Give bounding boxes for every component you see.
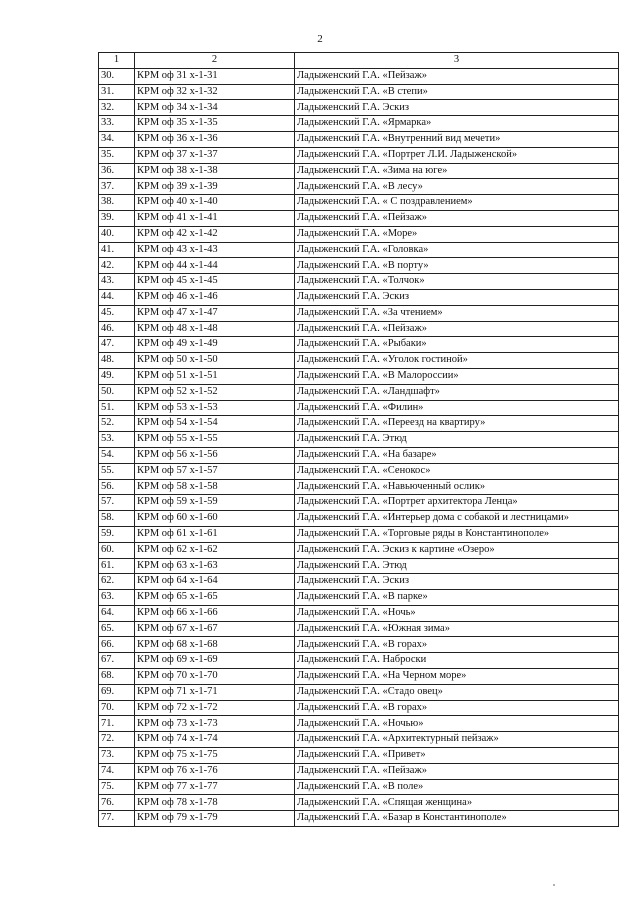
table-row — [99, 621, 619, 637]
artwork-title-cell: Ладыженский Г.А. Этюд — [295, 432, 619, 448]
artwork-title-cell: Ладыженский Г.А. «Ярмарка» — [295, 116, 619, 132]
row-number-cell: 37. — [99, 179, 135, 195]
row-number-cell: 62. — [99, 574, 135, 590]
table-row — [99, 242, 619, 258]
table-row — [99, 748, 619, 764]
row-number-cell: 61. — [99, 558, 135, 574]
inventory-number-cell: КРМ оф 72 х-1-72 — [135, 700, 295, 716]
inventory-number-cell: КРМ оф 52 х-1-52 — [135, 384, 295, 400]
row-number-cell: 60. — [99, 542, 135, 558]
table-row — [99, 637, 619, 653]
table-row — [99, 653, 619, 669]
table-header-row — [99, 53, 619, 69]
artwork-title-cell: Ладыженский Г.А. «Спящая женщина» — [295, 795, 619, 811]
inventory-number-cell: КРМ оф 60 х-1-60 — [135, 511, 295, 527]
column-header-index: 1 — [99, 53, 135, 69]
inventory-number-cell: КРМ оф 61 х-1-61 — [135, 526, 295, 542]
artwork-title-cell: Ладыженский Г.А. «Сенокос» — [295, 463, 619, 479]
inventory-number-cell: КРМ оф 66 х-1-66 — [135, 605, 295, 621]
artwork-title-cell: Ладыженский Г.А. «Портрет архитектора Ленца» — [295, 495, 619, 511]
row-number-cell: 51. — [99, 400, 135, 416]
table-row — [99, 732, 619, 748]
inventory-number-cell: КРМ оф 56 х-1-56 — [135, 447, 295, 463]
row-number-cell: 45. — [99, 305, 135, 321]
table-row — [99, 795, 619, 811]
artwork-title-cell: Ладыженский Г.А. «В порту» — [295, 258, 619, 274]
artwork-title-cell: Ладыженский Г.А. «На Черном море» — [295, 669, 619, 685]
row-number-cell: 73. — [99, 748, 135, 764]
row-number-cell: 69. — [99, 684, 135, 700]
artwork-title-cell: Ладыженский Г.А. «Ночь» — [295, 605, 619, 621]
inventory-number-cell: КРМ оф 43 х-1-43 — [135, 242, 295, 258]
artwork-title-cell: Ладыженский Г.А. «В Малороссии» — [295, 368, 619, 384]
inventory-number-cell: КРМ оф 70 х-1-70 — [135, 669, 295, 685]
inventory-number-cell: КРМ оф 39 х-1-39 — [135, 179, 295, 195]
inventory-number-cell: КРМ оф 74 х-1-74 — [135, 732, 295, 748]
row-number-cell: 43. — [99, 274, 135, 290]
row-number-cell: 65. — [99, 621, 135, 637]
table-row — [99, 605, 619, 621]
inventory-number-cell: КРМ оф 53 х-1-53 — [135, 400, 295, 416]
row-number-cell: 44. — [99, 289, 135, 305]
table-row — [99, 479, 619, 495]
table-row — [99, 321, 619, 337]
artwork-title-cell: Ладыженский Г.А. Эскиз к картине «Озеро» — [295, 542, 619, 558]
row-number-cell: 72. — [99, 732, 135, 748]
page-number: 2 — [317, 33, 323, 45]
artwork-title-cell: Ладыженский Г.А. «Ландшафт» — [295, 384, 619, 400]
artwork-title-cell: Ладыженский Г.А. «Привет» — [295, 748, 619, 764]
table-row — [99, 100, 619, 116]
row-number-cell: 42. — [99, 258, 135, 274]
row-number-cell: 66. — [99, 637, 135, 653]
artwork-title-cell: Ладыженский Г.А. « С поздравлением» — [295, 195, 619, 211]
artwork-title-cell: Ладыженский Г.А. «В лесу» — [295, 179, 619, 195]
inventory-number-cell: КРМ оф 76 х-1-76 — [135, 763, 295, 779]
artwork-title-cell: Ладыженский Г.А. «В парке» — [295, 590, 619, 606]
inventory-number-cell: КРМ оф 78 х-1-78 — [135, 795, 295, 811]
table-row — [99, 384, 619, 400]
artwork-title-cell: Ладыженский Г.А. «Уголок гостиной» — [295, 353, 619, 369]
inventory-number-cell: КРМ оф 48 х-1-48 — [135, 321, 295, 337]
inventory-number-cell: КРМ оф 49 х-1-49 — [135, 337, 295, 353]
artwork-title-cell: Ладыженский Г.А. «Внутренний вид мечети» — [295, 131, 619, 147]
inventory-number-cell: КРМ оф 36 х-1-36 — [135, 131, 295, 147]
row-number-cell: 52. — [99, 416, 135, 432]
row-number-cell: 63. — [99, 590, 135, 606]
table-row — [99, 684, 619, 700]
table-row — [99, 779, 619, 795]
inventory-number-cell: КРМ оф 77 х-1-77 — [135, 779, 295, 795]
inventory-number-cell: КРМ оф 64 х-1-64 — [135, 574, 295, 590]
row-number-cell: 39. — [99, 210, 135, 226]
row-number-cell: 67. — [99, 653, 135, 669]
row-number-cell: 56. — [99, 479, 135, 495]
table-row — [99, 542, 619, 558]
table-row — [99, 700, 619, 716]
table-body — [99, 68, 619, 826]
inventory-number-cell: КРМ оф 45 х-1-45 — [135, 274, 295, 290]
inventory-number-cell: КРМ оф 71 х-1-71 — [135, 684, 295, 700]
table-row — [99, 289, 619, 305]
row-number-cell: 40. — [99, 226, 135, 242]
table-row — [99, 305, 619, 321]
inventory-number-cell: КРМ оф 41 х-1-41 — [135, 210, 295, 226]
table-row — [99, 716, 619, 732]
inventory-number-cell: КРМ оф 46 х-1-46 — [135, 289, 295, 305]
inventory-number-cell: КРМ оф 50 х-1-50 — [135, 353, 295, 369]
artwork-title-cell: Ладыженский Г.А. «Пейзаж» — [295, 210, 619, 226]
table-row — [99, 763, 619, 779]
artwork-title-cell: Ладыженский Г.А. «Архитектурный пейзаж» — [295, 732, 619, 748]
inventory-number-cell: КРМ оф 32 х-1-32 — [135, 84, 295, 100]
artwork-title-cell: Ладыженский Г.А. «Филин» — [295, 400, 619, 416]
table-row — [99, 274, 619, 290]
inventory-number-cell: КРМ оф 55 х-1-55 — [135, 432, 295, 448]
table-row — [99, 179, 619, 195]
inventory-number-cell: КРМ оф 79 х-1-79 — [135, 811, 295, 827]
inventory-number-cell: КРМ оф 37 х-1-37 — [135, 147, 295, 163]
table-row — [99, 226, 619, 242]
artwork-title-cell: Ладыженский Г.А. «Навьюченный ослик» — [295, 479, 619, 495]
inventory-number-cell: КРМ оф 54 х-1-54 — [135, 416, 295, 432]
artwork-title-cell: Ладыженский Г.А. Наброски — [295, 653, 619, 669]
row-number-cell: 54. — [99, 447, 135, 463]
row-number-cell: 55. — [99, 463, 135, 479]
artwork-title-cell: Ладыженский Г.А. Этюд — [295, 558, 619, 574]
artwork-title-cell: Ладыженский Г.А. «Море» — [295, 226, 619, 242]
row-number-cell: 36. — [99, 163, 135, 179]
row-number-cell: 64. — [99, 605, 135, 621]
row-number-cell: 77. — [99, 811, 135, 827]
row-number-cell: 68. — [99, 669, 135, 685]
row-number-cell: 41. — [99, 242, 135, 258]
row-number-cell: 70. — [99, 700, 135, 716]
row-number-cell: 47. — [99, 337, 135, 353]
artwork-title-cell: Ладыженский Г.А. «В горах» — [295, 637, 619, 653]
artwork-title-cell: Ладыженский Г.А. «Торговые ряды в Константинополе» — [295, 526, 619, 542]
table-row — [99, 669, 619, 685]
row-number-cell: 35. — [99, 147, 135, 163]
inventory-number-cell: КРМ оф 63 х-1-63 — [135, 558, 295, 574]
row-number-cell: 46. — [99, 321, 135, 337]
table-row — [99, 574, 619, 590]
artwork-title-cell: Ладыженский Г.А. «На базаре» — [295, 447, 619, 463]
row-number-cell: 34. — [99, 131, 135, 147]
table-row — [99, 368, 619, 384]
table-row — [99, 337, 619, 353]
table-row — [99, 210, 619, 226]
inventory-number-cell: КРМ оф 31 х-1-31 — [135, 68, 295, 84]
inventory-number-cell: КРМ оф 67 х-1-67 — [135, 621, 295, 637]
artwork-title-cell: Ладыженский Г.А. «Ночью» — [295, 716, 619, 732]
artwork-title-cell: Ладыженский Г.А. Эскиз — [295, 100, 619, 116]
table-row — [99, 195, 619, 211]
row-number-cell: 32. — [99, 100, 135, 116]
table-row — [99, 116, 619, 132]
table-row — [99, 811, 619, 827]
scan-speck — [553, 884, 555, 886]
inventory-number-cell: КРМ оф 73 х-1-73 — [135, 716, 295, 732]
row-number-cell: 50. — [99, 384, 135, 400]
inventory-number-cell: КРМ оф 65 х-1-65 — [135, 590, 295, 606]
row-number-cell: 75. — [99, 779, 135, 795]
table-row — [99, 558, 619, 574]
row-number-cell: 30. — [99, 68, 135, 84]
row-number-cell: 38. — [99, 195, 135, 211]
artwork-title-cell: Ладыженский Г.А. «Толчок» — [295, 274, 619, 290]
artwork-title-cell: Ладыженский Г.А. «Пейзаж» — [295, 321, 619, 337]
artwork-title-cell: Ладыженский Г.А. «Головка» — [295, 242, 619, 258]
row-number-cell: 57. — [99, 495, 135, 511]
artwork-title-cell: Ладыженский Г.А. «Южная зима» — [295, 621, 619, 637]
table-row — [99, 258, 619, 274]
inventory-number-cell: КРМ оф 38 х-1-38 — [135, 163, 295, 179]
inventory-number-cell: КРМ оф 75 х-1-75 — [135, 748, 295, 764]
table-row — [99, 416, 619, 432]
artwork-title-cell: Ладыженский Г.А. «В степи» — [295, 84, 619, 100]
column-header-inventory-number: 2 — [135, 53, 295, 69]
row-number-cell: 58. — [99, 511, 135, 527]
artwork-title-cell: Ладыженский Г.А. «Пейзаж» — [295, 68, 619, 84]
table-row — [99, 432, 619, 448]
artwork-title-cell: Ладыженский Г.А. «Пейзаж» — [295, 763, 619, 779]
inventory-number-cell: КРМ оф 68 х-1-68 — [135, 637, 295, 653]
artwork-title-cell: Ладыженский Г.А. Эскиз — [295, 574, 619, 590]
table-row — [99, 68, 619, 84]
row-number-cell: 33. — [99, 116, 135, 132]
registry-table — [98, 52, 619, 827]
table-row — [99, 400, 619, 416]
row-number-cell: 59. — [99, 526, 135, 542]
artwork-title-cell: Ладыженский Г.А. «В поле» — [295, 779, 619, 795]
inventory-number-cell: КРМ оф 34 х-1-34 — [135, 100, 295, 116]
table-row — [99, 511, 619, 527]
artwork-title-cell: Ладыженский Г.А. «Переезд на квартиру» — [295, 416, 619, 432]
inventory-number-cell: КРМ оф 51 х-1-51 — [135, 368, 295, 384]
table-row — [99, 131, 619, 147]
inventory-number-cell: КРМ оф 42 х-1-42 — [135, 226, 295, 242]
table-row — [99, 463, 619, 479]
row-number-cell: 48. — [99, 353, 135, 369]
inventory-number-cell: КРМ оф 62 х-1-62 — [135, 542, 295, 558]
artwork-title-cell: Ладыженский Г.А. «Портрет Л.И. Ладыженской» — [295, 147, 619, 163]
row-number-cell: 31. — [99, 84, 135, 100]
inventory-number-cell: КРМ оф 59 х-1-59 — [135, 495, 295, 511]
artwork-title-cell: Ладыженский Г.А. «Базар в Константинополе» — [295, 811, 619, 827]
inventory-number-cell: КРМ оф 57 х-1-57 — [135, 463, 295, 479]
artwork-title-cell: Ладыженский Г.А. «За чтением» — [295, 305, 619, 321]
table-row — [99, 590, 619, 606]
row-number-cell: 76. — [99, 795, 135, 811]
artwork-title-cell: Ладыженский Г.А. «Рыбаки» — [295, 337, 619, 353]
inventory-number-cell: КРМ оф 44 х-1-44 — [135, 258, 295, 274]
row-number-cell: 71. — [99, 716, 135, 732]
inventory-number-cell: КРМ оф 35 х-1-35 — [135, 116, 295, 132]
inventory-number-cell: КРМ оф 69 х-1-69 — [135, 653, 295, 669]
table-row — [99, 147, 619, 163]
row-number-cell: 49. — [99, 368, 135, 384]
artwork-title-cell: Ладыженский Г.А. «Стадо овец» — [295, 684, 619, 700]
inventory-number-cell: КРМ оф 47 х-1-47 — [135, 305, 295, 321]
inventory-number-cell: КРМ оф 58 х-1-58 — [135, 479, 295, 495]
artwork-title-cell: Ладыженский Г.А. «Интерьер дома с собакой и лестницами» — [295, 511, 619, 527]
table-row — [99, 353, 619, 369]
table-row — [99, 495, 619, 511]
table-row — [99, 447, 619, 463]
table-row — [99, 163, 619, 179]
artwork-title-cell: Ладыженский Г.А. Эскиз — [295, 289, 619, 305]
artwork-title-cell: Ладыженский Г.А. «В горах» — [295, 700, 619, 716]
row-number-cell: 53. — [99, 432, 135, 448]
row-number-cell: 74. — [99, 763, 135, 779]
artwork-title-cell: Ладыженский Г.А. «Зима на юге» — [295, 163, 619, 179]
table-row — [99, 84, 619, 100]
column-header-artwork: 3 — [295, 53, 619, 69]
inventory-number-cell: КРМ оф 40 х-1-40 — [135, 195, 295, 211]
table-row — [99, 526, 619, 542]
